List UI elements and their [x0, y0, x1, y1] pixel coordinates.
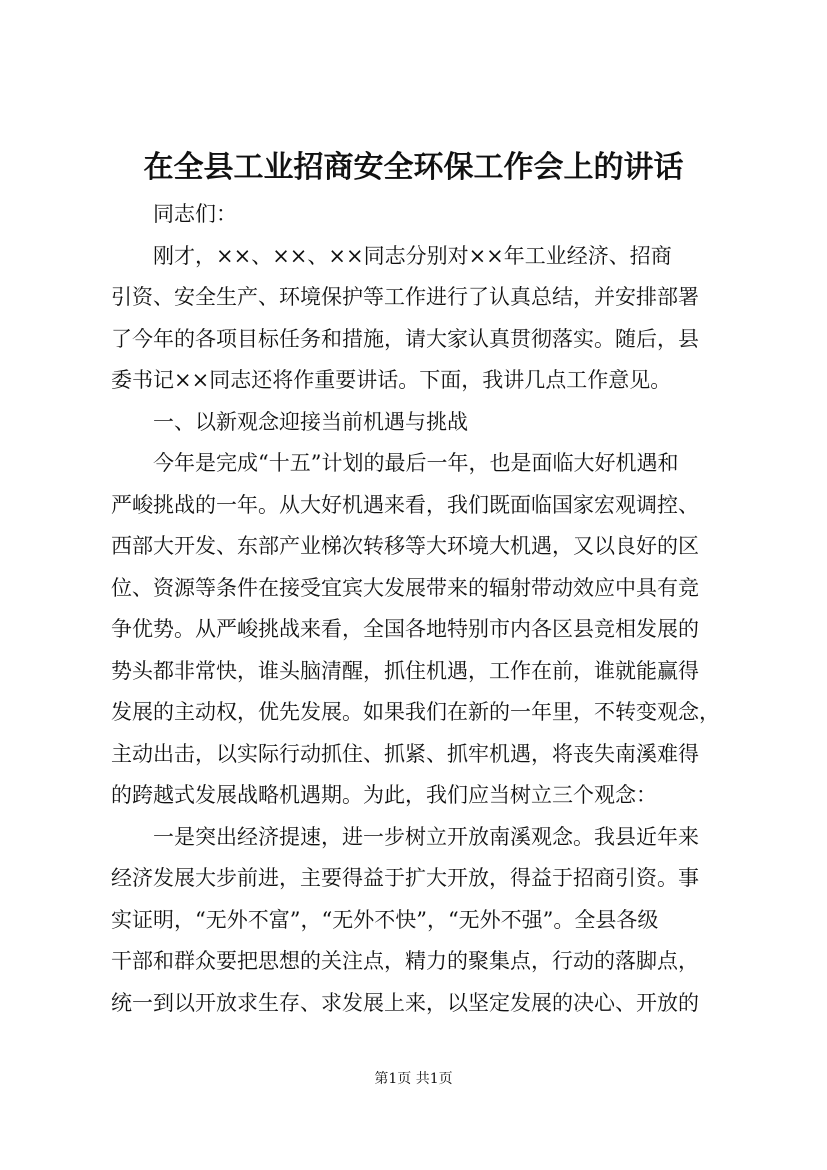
document-title: 在全县工业招商安全环保工作会上的讲话: [143, 150, 684, 185]
text-line: 位、资源等条件在接受宜宾大发展带来的辐射带动效应中具有竞: [111, 575, 699, 600]
text-line: 发展的主动权，优先发展。如果我们在新的一年里，不转变观念，: [111, 700, 720, 724]
section-heading: 一、以新观念迎接当前机遇与挑战: [111, 409, 468, 434]
text-line: 同志们：: [111, 202, 237, 226]
text-line: 西部大开发、东部产业梯次转移等大环境大机遇，又以良好的区: [111, 534, 699, 558]
text-line: 统一到以开放求生存、求发展上来，以坚定发展的决心、开放的: [111, 990, 699, 1015]
text-line: 争优势。从严峻挑战来看，全国各地特别市内各区县竞相发展的: [111, 617, 699, 641]
text-line: 经济发展大步前进，主要得益于扩大开放，得益于招商引资。事: [111, 866, 699, 890]
text-line: 了今年的各项目标任务和措施，请大家认真贯彻落实。随后，县: [111, 326, 699, 351]
text-line: 一是突出经济提速，进一步树立开放南溪观念。我县近年来: [111, 824, 699, 849]
text-line: 势头都非常快，谁头脑清醒，抓住机遇，工作在前，谁就能赢得: [111, 658, 699, 683]
text-line: 的跨越式发展战略机遇期。为此，我们应当树立三个观念：: [111, 783, 657, 807]
text-line: 委书记××同志还将作重要讲话。下面，我讲几点工作意见。: [111, 368, 672, 392]
page-footer: 第1页 共1页: [374, 1071, 453, 1087]
text-line: 严峻挑战的一年。从大好机遇来看，我们既面临国家宏观调控、: [111, 492, 699, 517]
text-line: 引资、安全生产、环境保护等工作进行了认真总结，并安排部署: [111, 285, 699, 309]
text-line: 今年是完成“十五”计划的最后一年，也是面临大好机遇和: [111, 451, 679, 475]
text-line: 实证明，“无外不富”，“无外不快”，“无外不强”。全县各级: [111, 907, 659, 932]
text-line: 主动出击，以实际行动抓住、抓紧、抓牢机遇，将丧失南溪难得: [111, 741, 699, 766]
document-body: [111, 194, 736, 1024]
text-line: 刚才，××、××、××同志分别对××年工业经济、招商: [111, 243, 672, 268]
text-line: 干部和群众要把思想的关注点，精力的聚集点，行动的落脚点，: [111, 949, 699, 973]
